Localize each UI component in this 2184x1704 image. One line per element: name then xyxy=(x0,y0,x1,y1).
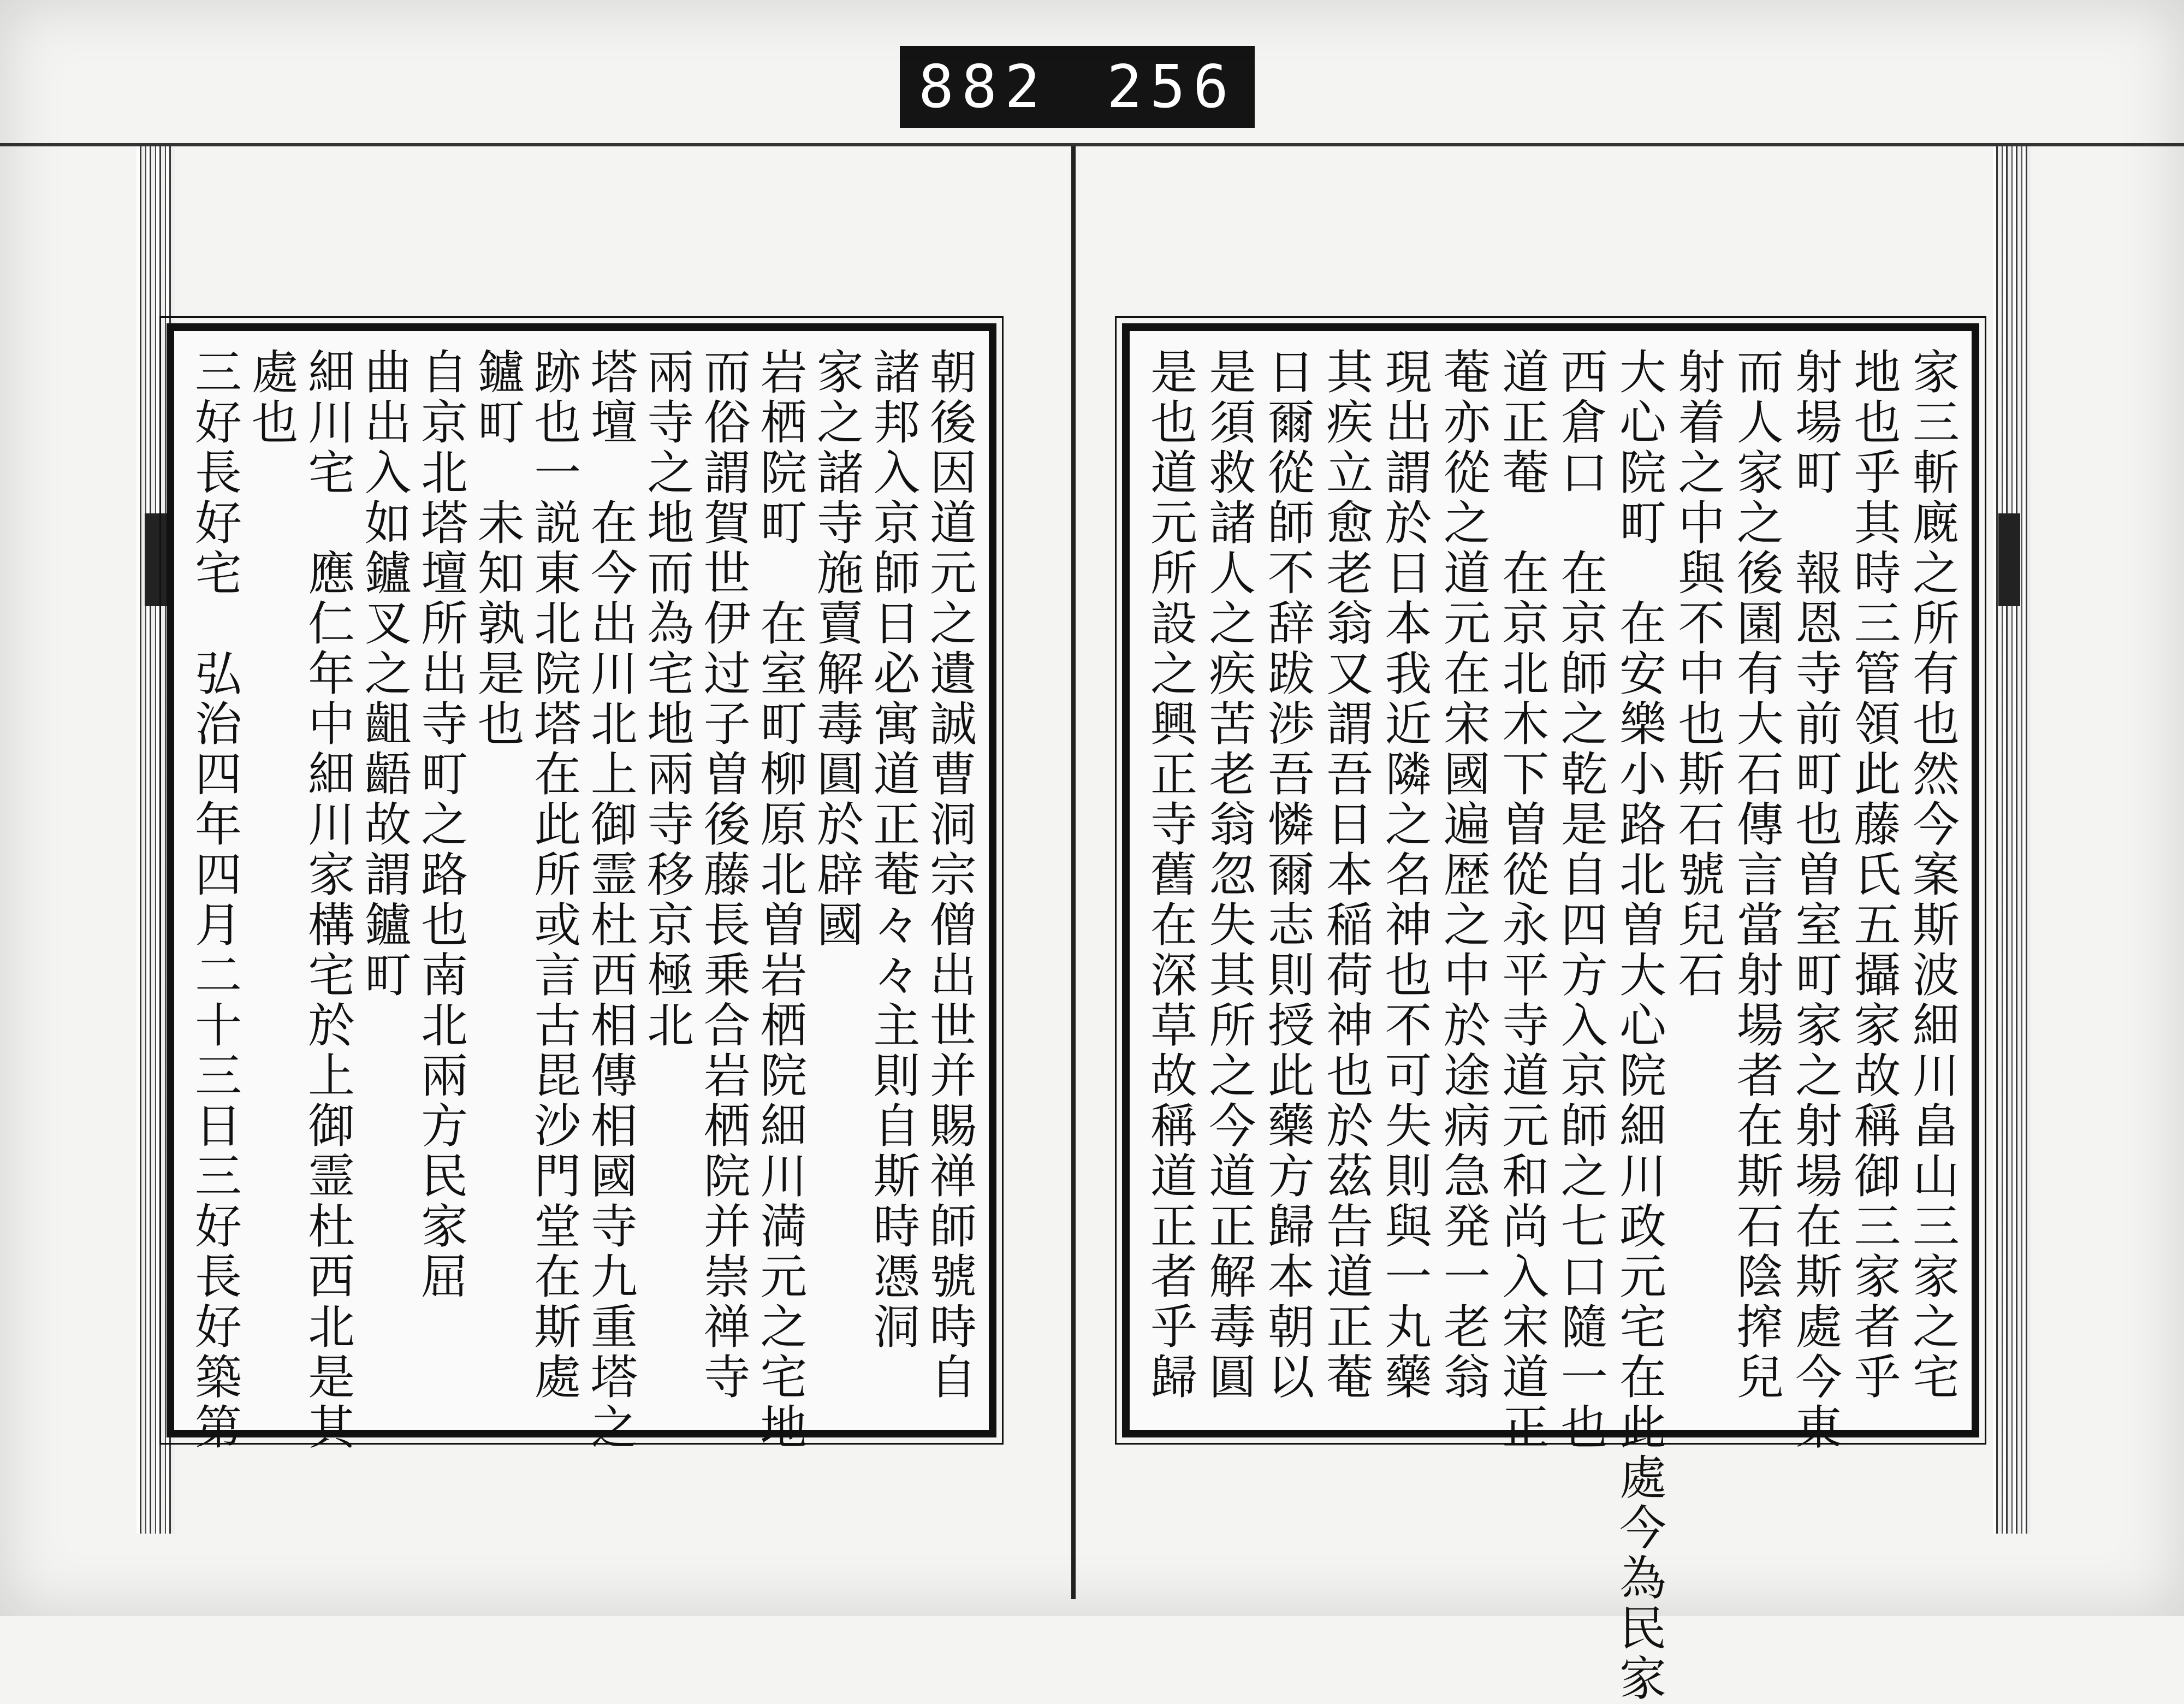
text-column: 射場町 報恩寺前町也曽室町家之射場在斯處今東 xyxy=(1787,347,1842,1453)
text-column: 道正菴 在京北木下曽從永平寺道元和尚入宋道正 xyxy=(1494,347,1549,1453)
film-number-right: 256 xyxy=(1106,52,1236,121)
text-column: 諸邦入京師日必寓道正菴々々主則自斯時憑洞 xyxy=(865,347,920,1352)
film-number-left: 882 xyxy=(918,52,1048,121)
text-column: 現出謂於日本我近隣之名神也不可失則與一丸藥 xyxy=(1376,347,1432,1403)
text-column: 曲出入如鑪叉之齟齬故謂鑪町 xyxy=(356,347,411,1001)
text-column: 家三斬廐之所有也然今案斯波細川畠山三家之宅 xyxy=(1904,347,1959,1403)
text-column: 岩栖院町 在室町柳原北曽岩栖院細川満元之宅地 xyxy=(752,347,807,1453)
film-label xyxy=(900,46,1255,128)
text-column: 是須救諸人之疾苦老翁忽失其所之今道正解毒圓 xyxy=(1201,347,1256,1403)
right-page xyxy=(1122,323,1979,1704)
text-column: 射着之中與不中也斯石號兒石 xyxy=(1670,347,1725,1001)
text-column: 是也道元所設之興正寺舊在深草故稱道正者乎歸 xyxy=(1142,347,1197,1403)
book-edge-right xyxy=(1993,146,2031,1534)
text-column: 細川宅 應仁年中細川家構宅於上御霊杜西北是其 xyxy=(300,347,355,1453)
text-column: 日爾從師不辞跋渉吾憐爾志則授此藥方歸本朝以 xyxy=(1259,347,1314,1403)
text-column: 地也乎其時三管領此藤氏五攝家故稱御三家者乎 xyxy=(1845,347,1901,1403)
text-column: 跡也一説東北院塔在此所或言古毘沙門堂在斯處 xyxy=(526,347,581,1403)
text-column: 而俗謂賀世伊过子曽後藤長乗合岩栖院并崇禅寺 xyxy=(695,347,750,1403)
text-column: 鑪町 未知孰是也 xyxy=(469,347,524,749)
right-page-text xyxy=(1142,347,1959,1704)
text-column: 兩寺之地而為宅地兩寺移京極北 xyxy=(639,347,694,1051)
text-column: 大心院町 在安樂小路北曽大心院細川政元宅在此處今為民家 xyxy=(1611,347,1666,1704)
text-column: 朝後因道元之遺誠曹洞宗僧出世并賜禅師號時自 xyxy=(921,347,976,1403)
text-column: 自京北塔壇所出寺町之路也南北兩方民家屈 xyxy=(413,347,468,1302)
text-column: 處也 xyxy=(243,347,298,448)
text-column: 三好長好宅 弘治四年四月二十三日三好長好築第 xyxy=(187,347,241,1453)
text-column: 菴亦從之道元在宋國遍歴之中於途病急発一老翁 xyxy=(1435,347,1490,1403)
edge-tab-right xyxy=(1998,513,2020,606)
left-page-text xyxy=(187,347,976,1453)
text-column: 而人家之後園有大石傳言當射場者在斯石陰搾兒 xyxy=(1728,347,1783,1403)
text-column: 西倉口 在京師之乾是自四方入京師之七口隨一也 xyxy=(1552,347,1607,1453)
left-page xyxy=(167,323,996,1453)
text-column: 家之諸寺施賣解毒圓於辟國 xyxy=(808,347,863,950)
book-gutter xyxy=(1071,146,1076,1599)
top-rule xyxy=(0,143,2184,146)
edge-tab-left xyxy=(145,513,167,606)
text-column: 塔壇 在今出川北上御霊杜西相傳相國寺九重塔之 xyxy=(582,347,637,1453)
text-column: 其疾立愈老翁又謂吾日本稲荷神也於茲告道正菴 xyxy=(1318,347,1373,1403)
